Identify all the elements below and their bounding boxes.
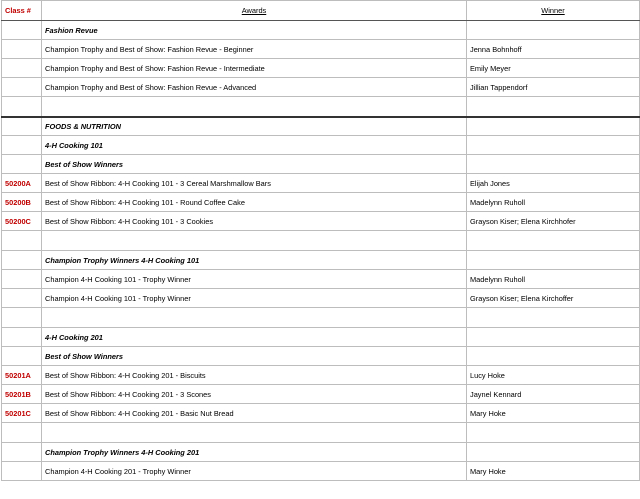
class-code-cell [2,231,42,251]
winner-cell [467,347,640,366]
table-row [2,270,640,289]
winner-cell: Jaynel Kennard [467,385,640,404]
table-row [2,59,640,78]
class-code-cell [2,155,42,174]
class-code-cell: 50201A [2,366,42,385]
section-row [2,443,640,462]
winner-cell: Emily Meyer [467,59,640,78]
class-code-cell: 50201B [2,385,42,404]
winner-cell: Madelynn Ruholl [467,270,640,289]
award-cell: Champion Trophy and Best of Show: Fashion Revue - Beginner [42,40,467,59]
class-code-cell [2,423,42,443]
class-code-cell [2,462,42,481]
winner-header-text: Winner [541,6,565,15]
winner-cell: Jenna Bohnhoff [467,40,640,59]
table-row [2,212,640,231]
section-row [2,347,640,366]
class-column-header: Class # [2,1,42,21]
award-cell: Champion 4-H Cooking 101 - Trophy Winner [42,270,467,289]
winner-column-header [467,1,640,21]
section-heading: FOODS & NUTRITION [42,117,467,136]
table-row [2,193,640,212]
class-code-cell: 50200A [2,174,42,193]
class-code-cell [2,40,42,59]
section-row [2,155,640,174]
awards-table [1,0,640,481]
award-cell: Champion Trophy and Best of Show: Fashion Revue - Intermediate [42,59,467,78]
section-heading: Best of Show Winners [42,155,467,174]
section-heading: Best of Show Winners [42,347,467,366]
table-row [2,40,640,59]
winner-cell [467,155,640,174]
section-heading: Fashion Revue [42,21,467,40]
section-heading: 4-H Cooking 101 [42,136,467,155]
winner-cell [467,97,640,117]
award-cell [42,231,467,251]
class-code-cell [2,443,42,462]
section-heading: Champion Trophy Winners 4-H Cooking 101 [42,251,467,270]
section-row [2,21,640,40]
section-row [2,328,640,347]
winner-cell: Elijah Jones [467,174,640,193]
winner-cell [467,136,640,155]
section-row [2,117,640,136]
table-row [2,289,640,308]
blank-row [2,308,640,328]
section-heading: Champion Trophy Winners 4-H Cooking 201 [42,443,467,462]
award-cell: Champion 4-H Cooking 101 - Trophy Winner [42,289,467,308]
winner-cell [467,117,640,136]
winner-cell: Mary Hoke [467,462,640,481]
winner-cell [467,423,640,443]
winner-cell [467,251,640,270]
class-code-cell: 50200B [2,193,42,212]
winner-cell: Madelynn Ruholl [467,193,640,212]
class-code-cell [2,136,42,155]
table-row [2,174,640,193]
table-row [2,462,640,481]
class-code-cell [2,251,42,270]
winner-cell: Grayson Kiser; Elena Kirchhofer [467,212,640,231]
section-row [2,136,640,155]
winner-cell: Lucy Hoke [467,366,640,385]
award-cell: Best of Show Ribbon: 4-H Cooking 201 - Biscuits [42,366,467,385]
blank-row [2,97,640,117]
class-code-cell [2,308,42,328]
award-cell [42,423,467,443]
award-cell: Best of Show Ribbon: 4-H Cooking 201 - 3 Scones [42,385,467,404]
class-code-cell [2,97,42,117]
award-cell: Champion Trophy and Best of Show: Fashion Revue - Advanced [42,78,467,97]
winner-cell [467,231,640,251]
class-code-cell [2,347,42,366]
award-cell: Best of Show Ribbon: 4-H Cooking 201 - Basic Nut Bread [42,404,467,423]
award-cell [42,97,467,117]
winner-cell: Grayson Kiser; Elena Kirchoffer [467,289,640,308]
class-code-cell [2,78,42,97]
award-cell: Best of Show Ribbon: 4-H Cooking 101 - 3 Cookies [42,212,467,231]
class-code-cell [2,270,42,289]
class-code-cell [2,289,42,308]
award-cell [42,308,467,328]
blank-row [2,423,640,443]
class-code-cell [2,328,42,347]
header-row [2,1,640,21]
class-code-cell [2,59,42,78]
section-heading: 4-H Cooking 201 [42,328,467,347]
table-row [2,78,640,97]
award-cell: Best of Show Ribbon: 4-H Cooking 101 - Round Coffee Cake [42,193,467,212]
winner-cell [467,328,640,347]
class-code-cell: 50201C [2,404,42,423]
winner-cell [467,443,640,462]
table-row [2,366,640,385]
award-cell: Champion 4-H Cooking 201 - Trophy Winner [42,462,467,481]
table-row [2,404,640,423]
class-code-cell: 50200C [2,212,42,231]
awards-column-header [42,1,467,21]
award-cell: Best of Show Ribbon: 4-H Cooking 101 - 3 Cereal Marshmallow Bars [42,174,467,193]
section-row [2,251,640,270]
class-code-cell [2,21,42,40]
winner-cell [467,308,640,328]
winner-cell: Jillian Tappendorf [467,78,640,97]
awards-header-text: Awards [241,6,267,15]
class-code-cell [2,117,42,136]
table-row [2,385,640,404]
winner-cell: Mary Hoke [467,404,640,423]
winner-cell [467,21,640,40]
blank-row [2,231,640,251]
